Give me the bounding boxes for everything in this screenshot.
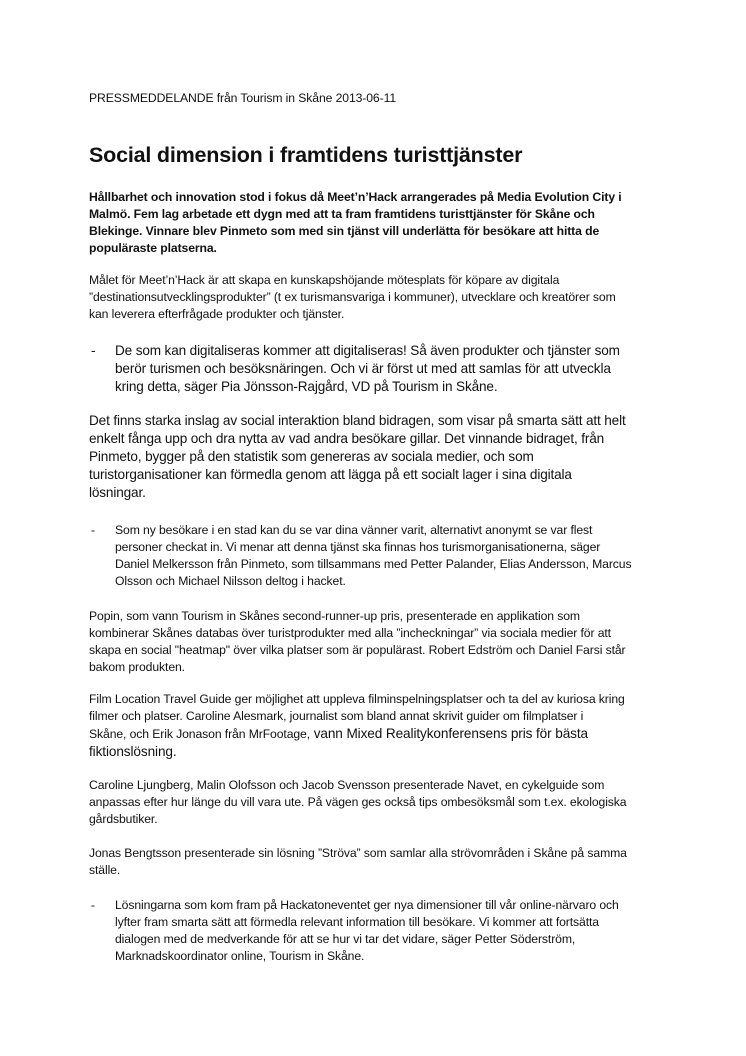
paragraph-line: skapa en social "heatmap" över vilka platser som är populärast. Robert Edström och Daniel Farsi står xyxy=(89,643,626,657)
paragraph-goal xyxy=(89,272,669,323)
paragraph-line: Det finns starka inslag av social interaktion bland bidragen, som visar på smarta sätt att helt xyxy=(89,413,626,428)
quote-bullet xyxy=(89,522,689,592)
bullet-dash: - xyxy=(91,523,95,537)
paragraph-line: kan leverera efterfrågade produkter och tjänster. xyxy=(89,307,345,321)
quote-bullet xyxy=(89,897,689,967)
paragraph-line: kombinerar Skånes databas över turistprodukter med alla ”incheckningar” via sociala medier för att xyxy=(89,626,611,640)
paragraph-line: fiktionslösning. xyxy=(89,744,177,759)
paragraph-line: Film Location Travel Guide ger möjlighet att uppleva filminspelningsplatser och ta del av kuriosa kring xyxy=(89,692,625,706)
paragraph-navet xyxy=(89,777,669,828)
paragraph-line: gårdsbutiker. xyxy=(89,812,158,826)
page-title: Social dimension i framtidens turisttjänster xyxy=(89,143,523,167)
paragraph-line: enkelt fånga upp och dra nytta av vad andra besökare gillar. Det vinnande bidraget, från xyxy=(89,431,605,446)
paragraph-line xyxy=(89,725,669,743)
paragraph-popin xyxy=(89,608,669,676)
lead-line: Hållbarhet och innovation stod i fokus då Meet’n’Hack arrangerades på Media Evolution City i xyxy=(89,190,622,204)
paragraph-film-location xyxy=(89,691,669,760)
quote-line: dialogen med de medverkande för att se hur vi tar det vidare, säger Petter Söderström, xyxy=(115,932,576,946)
quote-line: Olsson och Michael Nilsson deltog i hacket. xyxy=(115,574,346,588)
lead-line: Blekinge. Vinnare blev Pinmeto som med sin tjänst vill underlätta för besökare att hitta de xyxy=(89,224,600,238)
paragraph-line: Målet för Meet’n’Hack är att skapa en kunskapshöjande mötesplats för köpare av digitala xyxy=(89,273,560,287)
quote-line: Marknadskoordinator online, Tourism in Skåne. xyxy=(115,949,365,963)
bullet-dash: - xyxy=(91,343,96,358)
quote-bullet xyxy=(89,342,689,402)
quote-line: berör turismen och besöksnäringen. Och vi är först ut med att samlas för att utveckla xyxy=(115,361,611,376)
quote-line: Lösningarna som kom fram på Hackatoneventet ger nya dimensioner till vår online-närvaro och xyxy=(115,898,619,912)
quote-line: personer checkat in. Vi menar att denna tjänst ska finnas hos turismorganisationerna, säger xyxy=(115,540,601,554)
paragraph-line-tail: vann Mixed Realitykonferensens pris för bästa xyxy=(310,726,589,741)
quote-line: lyfter fram smarta sätt att förmedla relevant information till besökare. Vi kommer att fortsätta xyxy=(115,915,599,929)
paragraph-line: anpassas efter hur länge du vill vara ute. På vägen ges också tips ombesöksmål som t.ex. ekologiska xyxy=(89,795,627,809)
paragraph-line: Pinmeto, bygger på den statistik som genereras av sociala medier, och som xyxy=(89,449,534,464)
paragraph-line: ställe. xyxy=(89,863,121,877)
paragraph-strova xyxy=(89,845,669,879)
quote-line: kring detta, säger Pia Jönsson-Rajgård, VD på Tourism in Skåne. xyxy=(115,379,498,394)
paragraph-social xyxy=(89,412,669,502)
paragraph-line-start: Skåne, och Erik Jonason från MrFootage, xyxy=(89,727,311,741)
quote-line: Daniel Melkersson från Pinmeto, som tillsammans med Petter Palander, Elias Andersson, Marcus xyxy=(115,557,632,571)
paragraph-line: Caroline Ljungberg, Malin Olofsson och Jacob Svensson presenterade Navet, en cykelguide som xyxy=(89,778,605,792)
quote-line: De som kan digitaliseras kommer att digitaliseras! Så även produkter och tjänster som xyxy=(115,343,620,358)
paragraph-line: bakom produkten. xyxy=(89,660,185,674)
lead-paragraph xyxy=(89,189,669,257)
quote-line: Som ny besökare i en stad kan du se var dina vänner varit, alternativt anonymt se var flest xyxy=(115,523,593,537)
paragraph-line: ”destinationsutvecklingsprodukter” (t ex turismansvariga i kommuner), utvecklare och kreatörer som xyxy=(89,290,616,304)
paragraph-line: Popin, som vann Tourism in Skånes second-runner-up pris, presenterade en applikation som xyxy=(89,609,580,623)
lead-line: Malmö. Fem lag arbetade ett dygn med att ta fram framtidens turisttjänster för Skåne och xyxy=(89,207,595,221)
paragraph-line: Jonas Bengtsson presenterade sin lösning ”Ströva” som samlar alla strövområden i Skåne på samma xyxy=(89,846,627,860)
document-header: PRESSMEDDELANDE från Tourism in Skåne 2013-06-11 xyxy=(89,91,397,105)
bullet-dash: - xyxy=(91,898,95,912)
lead-line: populäraste platserna. xyxy=(89,241,217,255)
paragraph-line: filmer och platser. Caroline Alesmark, journalist som bland annat skrivit guider om filmplatser i xyxy=(89,709,584,723)
paragraph-line: turistorganisationer kan förmedla genom att lägga på ett socialt lager i sina digitala xyxy=(89,467,572,482)
paragraph-line: lösningar. xyxy=(89,485,146,500)
